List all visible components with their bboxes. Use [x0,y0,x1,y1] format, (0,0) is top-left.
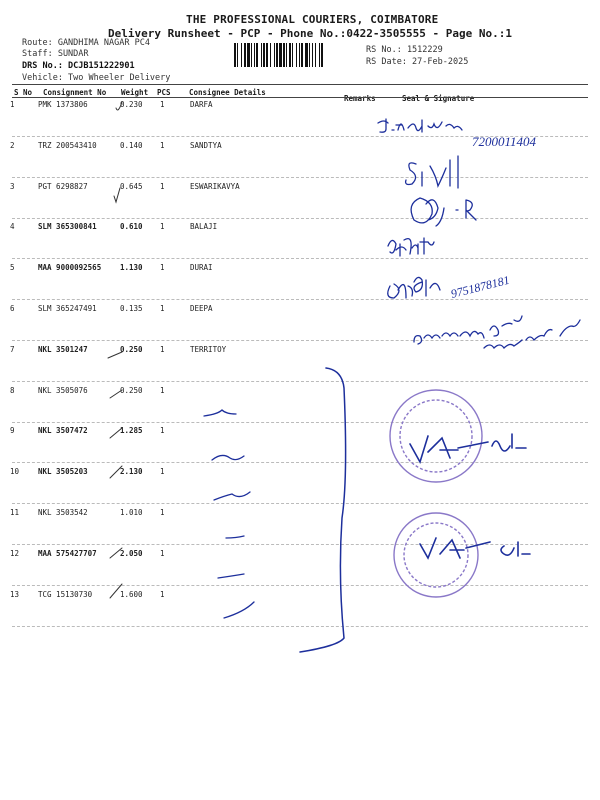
row-pcs: 1 [160,590,165,599]
row-sno: 2 [10,141,15,150]
row-consignee: TERRITOY [190,345,227,354]
row-sno: 8 [10,386,15,395]
row-sno: 4 [10,222,15,231]
row-weight: 0.250 [120,386,143,395]
row-pcs: 1 [160,549,165,558]
row-consignment: SLM 365247491 [38,304,97,313]
row-divider [12,503,588,504]
row-sno: 9 [10,426,15,435]
row-divider [12,218,588,219]
row-weight: 1.285 [120,426,143,435]
signature-row4b [388,238,434,256]
row-consignment: MAA 9000092565 [38,263,102,272]
scribble-row8 [204,410,236,416]
row-divider [12,422,588,423]
drs-number: DRS No.: DCJB151222901 [22,61,135,71]
row-divider [12,626,588,627]
row-sno: 11 [10,508,20,517]
signature-row12 [420,538,530,558]
row-divider [12,544,588,545]
row-consignment: PGT 6298827 [38,182,88,191]
row-consignment: MAA 575427707 [38,549,97,558]
rs-number: RS No.: 1512229 [366,45,443,55]
row-pcs: 1 [160,141,165,150]
barcode [234,43,362,67]
company-title: THE PROFESSIONAL COURIERS, COIMBATORE [186,13,439,26]
row-divider [12,177,588,178]
row-divider [12,136,588,137]
col-remarks: Remarks [344,94,376,103]
row-consignment: SLM 365300841 [38,222,97,231]
row-weight: 2.130 [120,467,143,476]
col-seal: Seal & Signature [402,94,475,103]
table-head-rule [12,97,588,98]
stamp-row9 [390,390,482,482]
row-pcs: 1 [160,182,165,191]
row-sno: 7 [10,345,15,354]
row-consignee: SANDTYA [190,141,222,150]
row-consignment: NKL 3505203 [38,467,88,476]
row-consignee: ESWARIKAVYA [190,182,240,191]
scribble-row13a [218,574,244,578]
row-pcs: 1 [160,222,165,231]
row-weight: 0.610 [120,222,143,231]
row-sno: 10 [10,467,20,476]
row-consignment: PMK 1373806 [38,100,88,109]
row-consignment: TRZ 200543410 [38,141,97,150]
scribble-row10 [212,455,244,460]
row-consignee: DARFA [190,100,213,109]
col-pcs: PCS [157,88,171,97]
row-pcs: 1 [160,345,165,354]
row-sno: 12 [10,549,20,558]
row-weight: 0.135 [120,304,143,313]
signature-row1 [378,119,462,132]
row-sno: 5 [10,263,15,272]
row-sno: 13 [10,590,20,599]
row-pcs: 1 [160,100,165,109]
signature-row7 [484,320,580,348]
rs-date: RS Date: 27-Feb-2025 [366,57,469,67]
bracket [300,368,346,652]
row-weight: 1.010 [120,508,143,517]
vehicle-label: Vehicle: Two Wheeler Delivery [22,73,171,83]
table-top-rule [12,84,588,85]
row-pcs: 1 [160,426,165,435]
col-weight: Weight [121,88,149,97]
row-consignment: NKL 3501247 [38,345,88,354]
col-consignment: Consignment No [43,88,107,97]
row-pcs: 1 [160,508,165,517]
row-sno: 1 [10,100,15,109]
signature-row5 [388,277,440,298]
scribble-row13b [224,602,254,618]
row-weight: 0.645 [120,182,143,191]
scribble-row12 [226,536,244,538]
row-divider [12,258,588,259]
row-weight: 0.230 [120,100,143,109]
row-consignment: TCG 15130730 [38,590,93,599]
row-weight: 1.130 [120,263,143,272]
signature-row3 [406,156,458,188]
row-consignment: NKL 3503542 [38,508,88,517]
row-divider [12,299,588,300]
row-divider [12,381,588,382]
row-weight: 1.600 [120,590,143,599]
row-sno: 6 [10,304,15,313]
col-consignee: Consignee Details [189,88,266,97]
signature-row9 [410,434,526,462]
row-consignee: DEEPA [190,304,213,313]
row-pcs: 1 [160,386,165,395]
runsheet-subtitle: Delivery Runsheet - PCP - Phone No.:0422-3505555 - Page No.:1 [108,27,512,40]
row-pcs: 1 [160,263,165,272]
route-label: Route: GANDHIMA NAGAR PC4 [22,38,150,48]
row-pcs: 1 [160,304,165,313]
row-weight: 2.050 [120,549,143,558]
staff-label: Staff: SUNDAR [22,49,89,59]
row-weight: 0.140 [120,141,143,150]
row-divider [12,340,588,341]
signature-row4 [411,198,476,226]
row-weight: 0.250 [120,345,143,354]
scribble-row11 [214,492,250,500]
row-pcs: 1 [160,467,165,476]
row-consignment: NKL 3507472 [38,426,88,435]
row-consignee: BALAJI [190,222,218,231]
row-consignment: NKL 3505076 [38,386,88,395]
row1-phone: 7200011404 [472,134,537,149]
row-sno: 3 [10,182,15,191]
row-consignee: DURAI [190,263,213,272]
row-divider [12,462,588,463]
row5-phone: 9751878181 [449,272,511,301]
col-sno: S No [14,88,33,97]
row-divider [12,585,588,586]
